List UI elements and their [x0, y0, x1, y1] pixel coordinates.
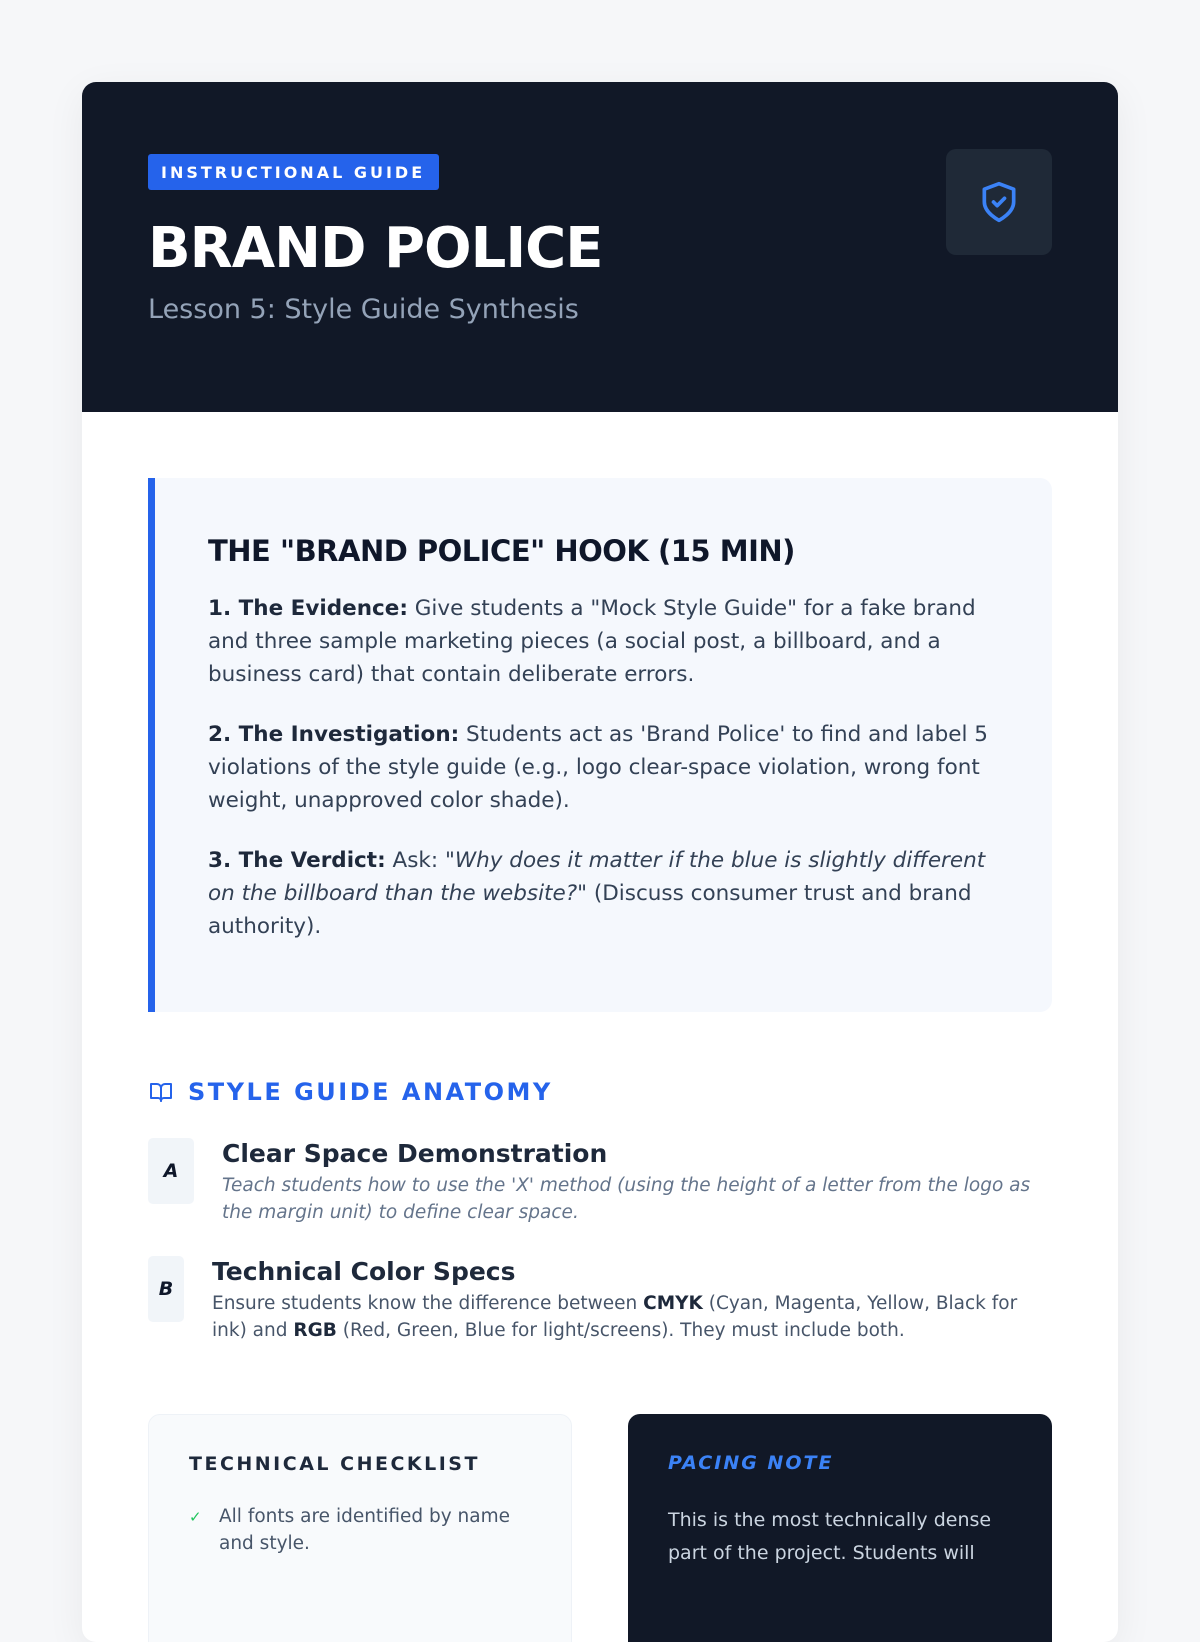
item-content: [212, 1256, 1052, 1344]
checklist-item: [189, 1503, 531, 1557]
guide-type-badge: INSTRUCTIONAL GUIDE: [148, 154, 439, 190]
hook-step-evidence: [208, 592, 992, 691]
step-label: 3. The Verdict:: [208, 848, 386, 873]
step-text: Give students a "Mock Style Guide" for a fake brand and three sample marketing pieces (a social post, a billboard, and a business card) that contain deliberate errors.: [208, 596, 976, 687]
hook-title: THE "BRAND POLICE" HOOK (15 MIN): [208, 534, 795, 568]
shield-check-icon: [977, 177, 1021, 227]
hook-step-verdict: [208, 844, 992, 943]
header-banner: [82, 82, 1118, 412]
step-text: Ask:: [385, 848, 445, 873]
item-content: [222, 1138, 1052, 1226]
shield-badge: [946, 149, 1052, 255]
bottom-panels: [148, 1414, 1052, 1642]
checklist-title: TECHNICAL CHECKLIST: [189, 1453, 480, 1475]
cmyk-term: CMYK: [643, 1293, 703, 1314]
section-heading: STYLE GUIDE ANATOMY: [188, 1078, 553, 1106]
pacing-note: [628, 1414, 1052, 1642]
anatomy-item-clear-space: [148, 1138, 1052, 1226]
rgb-term: RGB: [293, 1320, 337, 1341]
lesson-subtitle: Lesson 5: Style Guide Synthesis: [148, 294, 579, 325]
guide-body: [82, 412, 1118, 1642]
check-icon: ✓: [189, 1508, 202, 1526]
desc-text: Ensure students know the difference between: [212, 1293, 644, 1314]
anatomy-section-title: [148, 1078, 1052, 1106]
item-description: Teach students how to use the 'X' method (using the height of a letter from the logo as the margin unit) to define clear space.: [222, 1175, 1031, 1223]
step-label: 2. The Investigation:: [208, 722, 460, 747]
step-text: Students act as 'Brand Police' to find and label 5 violations of the style guide (e.g., logo clear-space violation, wrong font weight, unapproved color shade).: [208, 722, 988, 813]
item-description: [212, 1290, 1052, 1344]
pacing-text: This is the most technically dense part of the project. Students will: [668, 1509, 992, 1564]
verdict-question: "Why does it matter if the blue is slightly different on the billboard than the website?": [208, 848, 986, 906]
book-open-icon: [148, 1080, 174, 1104]
technical-checklist: [148, 1414, 572, 1642]
hook-callout: [148, 478, 1052, 1012]
checklist-item-text: All fonts are identified by name and style.: [219, 1506, 511, 1554]
guide-card: [82, 82, 1118, 1642]
anatomy-item-color-specs: [148, 1256, 1052, 1344]
page-title: BRAND POLICE: [148, 216, 603, 281]
step-text: (Discuss consumer trust and brand authority).: [208, 881, 972, 939]
pacing-title: PACING NOTE: [668, 1452, 834, 1474]
desc-text: (Red, Green, Blue for light/screens). They must include both.: [336, 1320, 905, 1341]
step-label: 1. The Evidence:: [208, 596, 408, 621]
item-letter: A: [148, 1138, 194, 1204]
item-title: Clear Space Demonstration: [222, 1139, 608, 1168]
item-letter: B: [148, 1256, 184, 1322]
item-title: Technical Color Specs: [212, 1257, 516, 1286]
desc-text: (Cyan, Magenta, Yellow, Black for ink) and: [212, 1293, 1018, 1341]
hook-step-investigation: [208, 718, 992, 817]
